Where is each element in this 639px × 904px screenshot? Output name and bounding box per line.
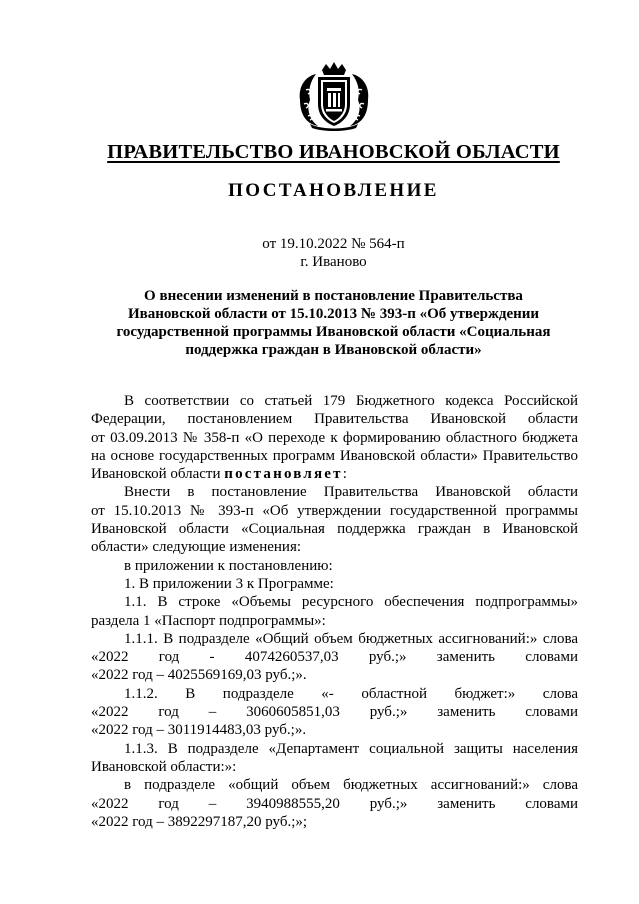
body-line: 1.1. В строке «Объемы ресурсного обеспечения подпрограммы»: [124, 594, 578, 611]
body-line: в приложении к постановлению:: [124, 557, 333, 574]
body-line: в подразделе «общий объем бюджетных ассигнований:» слова: [124, 777, 578, 794]
body-line: Ивановской области:»:: [91, 758, 237, 775]
body-line: «2022 год – 3940988555,20 руб.;» заменить словами: [91, 795, 578, 812]
decree-date-number: от 19.10.2022 № 564-п: [262, 236, 405, 252]
body-line: «2022 год – 3892297187,20 руб.;»;: [91, 813, 308, 830]
body-line: 1.1.1. В подразделе «Общий объем бюджетных ассигнований:» слова: [124, 630, 578, 647]
body-line: В соответствии со статьей 179 Бюджетного кодекса Российской: [124, 393, 578, 409]
body-line: на основе государственных программ Ивановской области» Правительство: [91, 447, 578, 464]
body-text: Ивановской области: [91, 466, 225, 483]
coat-of-arms-icon: [296, 60, 372, 132]
body-line: [91, 465, 578, 483]
body-line: от 03.09.2013 № 358-п «О переходе к формированию областного бюджета: [91, 429, 578, 446]
heading-line: государственной программы Ивановской области «Социальная: [116, 324, 551, 340]
body-line: 1.1.3. В подразделе «Департамент социальной защиты населения: [124, 740, 578, 757]
resolves-word: постановляет: [224, 466, 343, 483]
body-line: Внести в постановление Правительства Ивановской области: [124, 484, 578, 501]
heading-line: Ивановской области от 15.10.2013 № 393-п «Об утверждении: [127, 306, 540, 322]
decree-heading: [80, 287, 587, 359]
body-line: раздела 1 «Паспорт подпрограммы»:: [91, 612, 326, 629]
body-line: от 15.10.2013 № 393-п «Об утверждении государственной программы: [91, 502, 578, 519]
body-text: :: [342, 466, 347, 483]
decree-body: [91, 392, 578, 831]
body-line: 1. В приложении 3 к Программе:: [124, 575, 334, 592]
body-line: «2022 год – 3060605851,03 руб.;» заменить словами: [91, 704, 578, 721]
heading-line: поддержка граждан в Ивановской области»: [185, 342, 482, 358]
body-line: 1.1.2. В подразделе «- областной бюджет:» слова: [124, 685, 578, 702]
government-title: ПРАВИТЕЛЬСТВО ИВАНОВСКОЙ ОБЛАСТИ: [107, 141, 560, 163]
body-line: Федерации, постановлением Правительства Ивановской области: [91, 411, 578, 428]
document-type: ПОСТАНОВЛЕНИЕ: [228, 180, 439, 201]
body-line: области» следующие изменения:: [91, 539, 302, 556]
body-line: «2022 год – 3011914483,03 руб.;».: [91, 722, 307, 739]
body-line: «2022 год - 4074260537,03 руб.;» заменить словами: [91, 649, 578, 666]
body-line: «2022 год – 4025569169,03 руб.;».: [91, 667, 307, 684]
heading-line: О внесении изменений в постановление Правительства: [144, 288, 523, 304]
body-line: Ивановской области «Социальная поддержка граждан в Ивановской: [91, 521, 578, 538]
decree-city: г. Иваново: [300, 254, 367, 270]
